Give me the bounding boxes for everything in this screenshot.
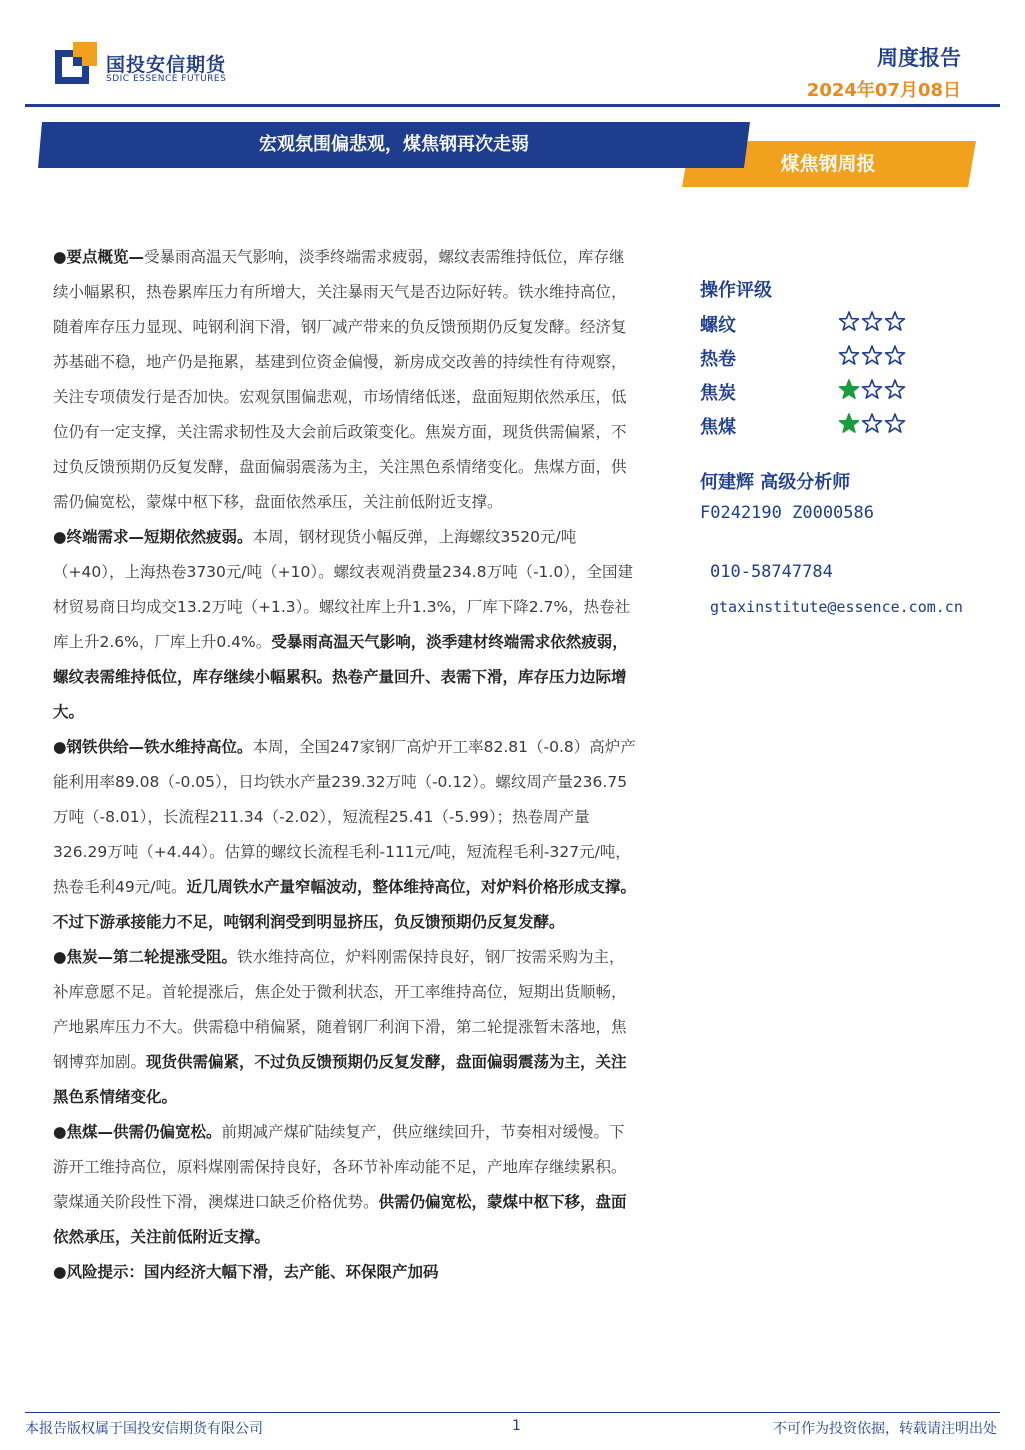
company-name-cn: 国投安信期货 <box>106 54 227 76</box>
rating-stars <box>838 411 908 437</box>
star-outline-icon <box>862 380 881 398</box>
star-outline-icon <box>885 380 904 398</box>
contact-phone: 010-58747784 <box>710 562 833 582</box>
paragraph-text: 本周，钢材现货小幅反弹，上海螺纹3520元/吨（+40），上海热卷3730元/吨（+10）。螺纹表观消费量234.8万吨（-1.0），全国建材贸易商日均成交13.2万吨（+1.3）。螺纹社库上升1.3%，厂库下降2.7%，热卷社库上升2.6%，厂库上升0.4%。 <box>53 528 633 651</box>
rating-section-title: 操作评级 <box>700 280 772 301</box>
paragraph-conclusion: 国内经济大幅下滑，去产能、环保限产加码 <box>144 1263 439 1281</box>
rating-name: 热卷 <box>700 349 736 370</box>
rating-stars <box>838 309 908 335</box>
paragraph-heading: ●焦炭—第二轮提涨受阻。 <box>53 948 238 966</box>
star-outline-icon <box>885 414 904 432</box>
rating-name: 螺纹 <box>700 315 736 336</box>
paragraph-demand <box>53 520 638 730</box>
analyst-licenses: F0242190 Z0000586 <box>700 503 874 523</box>
rating-name: 焦炭 <box>700 383 736 404</box>
paragraph-coking-coal <box>53 1115 638 1255</box>
star-outline-icon <box>839 312 858 330</box>
paragraph-supply <box>53 730 638 940</box>
header-divider <box>25 104 1000 107</box>
paragraph-risk <box>53 1255 638 1290</box>
paragraph-heading: ●风险提示： <box>53 1263 145 1281</box>
rating-row-hot-coil <box>700 345 920 375</box>
footer-copyright: 本报告版权属于国投安信期货有限公司 <box>25 1421 263 1437</box>
report-body <box>53 240 638 1290</box>
rating-row-rebar <box>700 311 920 341</box>
paragraph-heading: ●终端需求—短期依然疲弱。 <box>53 528 253 546</box>
rating-name: 焦煤 <box>700 417 736 438</box>
paragraph-overview <box>53 240 638 520</box>
report-series-label: 煤焦钢周报 <box>780 153 876 175</box>
company-name-en: SDIC ESSENCE FUTURES <box>106 74 227 84</box>
rating-stars <box>838 377 908 403</box>
rating-row-coking-coal <box>700 413 920 443</box>
paragraph-text: 本周，全国247家钢厂高炉开工率82.81（-0.8）高炉产能利用率89.08（-0.05），日均铁水产量239.32万吨（-0.12）。螺纹周产量236.75万吨（-8.01），长流程211.34（-2.02），短流程25.41（-5.99）；热卷周产量326.29万吨（+4.44）。估算的螺纹长流程毛利-111元/吨，短流程毛利-327元/吨，热卷毛利49元/吨。 <box>53 738 636 896</box>
star-outline-icon <box>862 312 881 330</box>
star-filled-icon <box>839 380 858 398</box>
company-logo-icon <box>55 42 97 84</box>
page-number: 1 <box>512 1418 521 1434</box>
star-outline-icon <box>862 414 881 432</box>
paragraph-heading: ●钢铁供给—铁水维持高位。 <box>53 738 253 756</box>
footer-divider <box>25 1412 1000 1413</box>
paragraph-text: 铁水维持高位，炉料刚需保持良好，钢厂按需采购为主，补库意愿不足。首轮提涨后，焦企处于微利状态，开工率维持高位，短期出货顺畅，产地累库压力不大。供需稳中稍偏紧，随着钢厂利润下滑，第二轮提涨暂未落地，焦钢博弈加剧。 <box>53 948 627 1071</box>
paragraph-text: 受暴雨高温天气影响，淡季终端需求疲弱，螺纹表需维持低位，库存继续小幅累积，热卷累库压力有所增大，关注暴雨天气是否边际好转。铁水维持高位，随着库存压力显现、吨钢利润下滑，钢厂减产带来的负反馈预期仍反复发酵。经济复苏基础不稳，地产仍是拖累，基建到位资金偏慢，新房成交改善的持续性有待观察，关注专项债发行是否加快。宏观氛围偏悲观，市场情绪低迷，盘面短期依然承压，低位仍有一定支撑，关注需求韧性及大会前后政策变化。焦炭方面，现货供需偏紧，不过负反馈预期仍反复发酵，盘面偏弱震荡为主，关注黑色系情绪变化。焦煤方面，供需仍偏宽松，蒙煤中枢下移，盘面依然承压，关注前低附近支撑。 <box>53 248 627 511</box>
star-filled-icon <box>839 414 858 432</box>
contact-email[interactable]: gtaxinstitute@essence.com.cn <box>710 598 963 616</box>
rating-row-coke <box>700 379 920 409</box>
star-outline-icon <box>885 346 904 364</box>
report-headline: 宏观氛围偏悲观，煤焦钢再次走弱 <box>259 134 529 155</box>
footer-disclaimer: 不可作为投资依据，转载请注明出处 <box>773 1421 997 1437</box>
paragraph-heading: ●要点概览— <box>53 248 145 266</box>
report-date: 2024年07月08日 <box>806 80 961 101</box>
analyst-name: 何建辉 高级分析师 <box>700 472 851 493</box>
paragraph-conclusion: 近几周铁水产量窄幅波动，整体维持高位，对炉料价格形成支撑。不过下游承接能力不足，吨钢利润受到明显挤压，负反馈预期仍反复发酵。 <box>53 878 636 931</box>
star-outline-icon <box>839 346 858 364</box>
paragraph-conclusion: 供需仍偏宽松，蒙煤中枢下移，盘面依然承压，关注前低附近支撑。 <box>53 1193 627 1246</box>
paragraph-conclusion: 现货供需偏紧，不过负反馈预期仍反复发酵，盘面偏弱震荡为主，关注黑色系情绪变化。 <box>53 1053 627 1106</box>
paragraph-coke <box>53 940 638 1115</box>
paragraph-conclusion: 受暴雨高温天气影响，淡季建材终端需求依然疲弱，螺纹表需维持低位，库存继续小幅累积。热卷产量回升、表需下滑，库存压力边际增大。 <box>53 633 628 721</box>
rating-stars <box>838 343 908 369</box>
star-outline-icon <box>885 312 904 330</box>
paragraph-heading: ●焦煤—供需仍偏宽松。 <box>53 1123 222 1141</box>
paragraph-text: 前期减产煤矿陆续复产，供应继续回升，节奏相对缓慢。下游开工维持高位，原料煤刚需保持良好，各环节补库动能不足，产地库存继续累积。蒙煤通关阶段性下滑，澳煤进口缺乏价格优势。 <box>53 1123 627 1211</box>
report-type: 周度报告 <box>877 46 961 70</box>
star-outline-icon <box>862 346 881 364</box>
